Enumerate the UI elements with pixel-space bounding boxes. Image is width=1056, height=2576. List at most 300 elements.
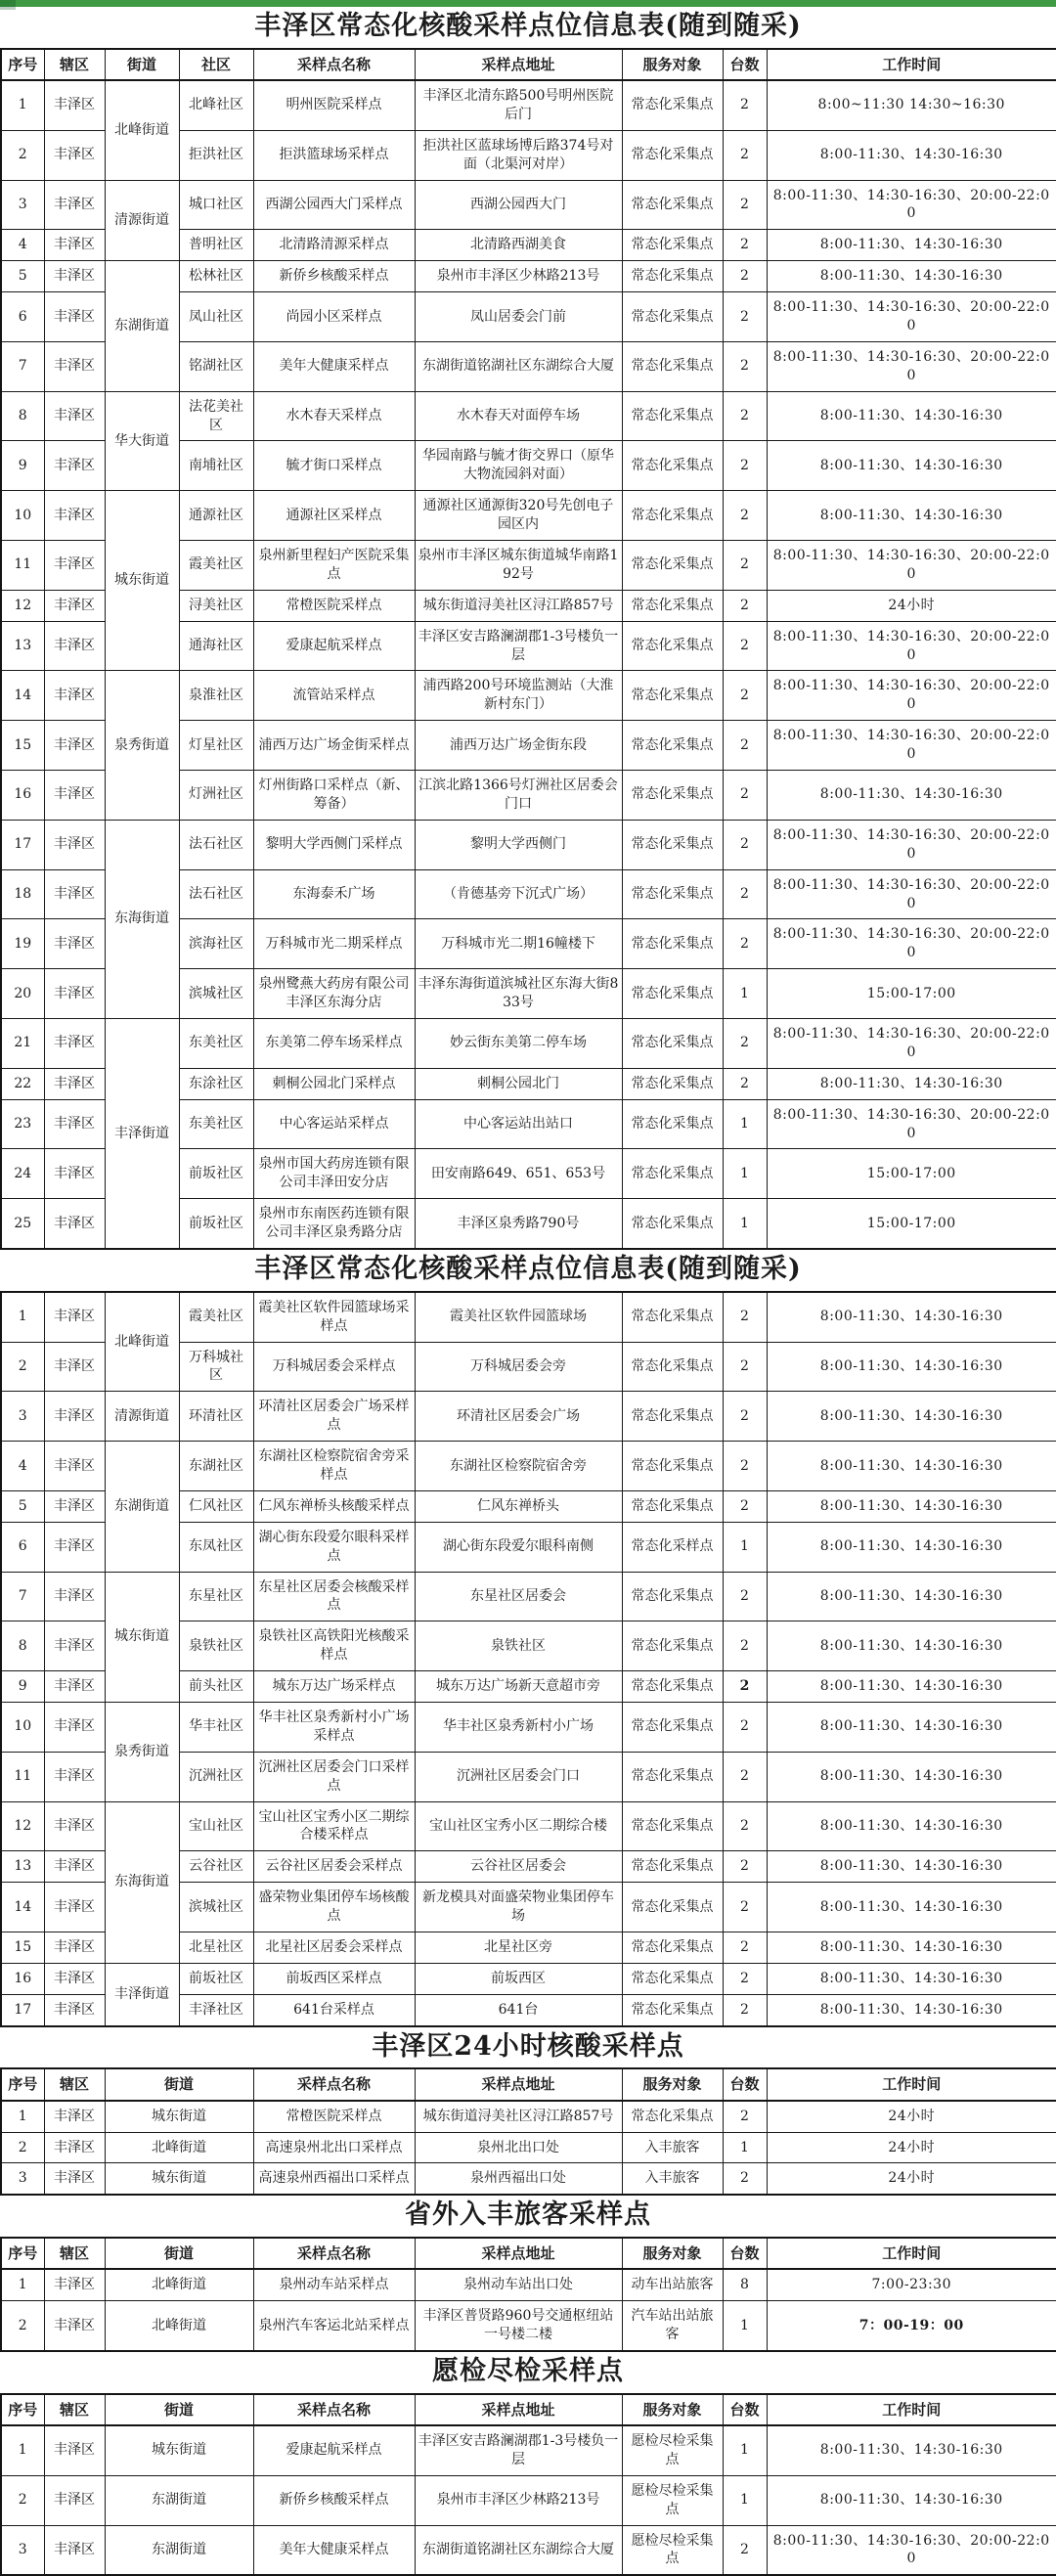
cell-hours: 8:00-11:30、14:30-16:30 <box>767 1994 1056 2025</box>
cell-district: 丰泽区 <box>44 771 105 821</box>
cell-hours: 8:00-11:30、14:30-16:30 <box>767 491 1056 541</box>
cell-hours: 8:00-11:30、14:30-16:30、20:00-22:00 <box>767 2525 1056 2575</box>
cell-district: 丰泽区 <box>44 230 105 261</box>
column-header-no: 序号 <box>1 49 44 80</box>
cell-no: 6 <box>1 292 44 342</box>
cell-district: 丰泽区 <box>44 919 105 969</box>
column-header-name: 采样点名称 <box>253 2394 415 2425</box>
cell-service: 入丰旅客 <box>622 2163 723 2195</box>
cell-no: 8 <box>1 391 44 441</box>
cell-units: 2 <box>723 1883 767 1932</box>
column-header-hours: 工作时间 <box>767 2238 1056 2269</box>
cell-community: 北星社区 <box>179 1932 253 1963</box>
cell-no: 3 <box>1 2163 44 2195</box>
cell-name: 霞美社区软件园篮球场采样点 <box>253 1292 415 1342</box>
column-header-address: 采样点地址 <box>415 2068 622 2100</box>
column-header-district: 辖区 <box>44 2238 105 2269</box>
column-header-units: 台数 <box>723 2238 767 2269</box>
cell-no: 1 <box>1 2101 44 2132</box>
cell-hours: 8:00-11:30、14:30-16:30 <box>767 1963 1056 1994</box>
cell-district: 丰泽区 <box>44 621 105 671</box>
cell-name: 湖心街东段爱尔眼科采样点 <box>253 1522 415 1572</box>
cell-street: 东湖街道 <box>105 2475 253 2525</box>
cell-address: 刺桐公园北门 <box>415 1068 622 1099</box>
cell-name: 泉州新里程妇产医院采集点 <box>253 541 415 591</box>
cell-name: 常橙医院采样点 <box>253 2101 415 2132</box>
cell-name: 美年大健康采样点 <box>253 341 415 391</box>
cell-district: 丰泽区 <box>44 80 105 130</box>
cell-address: 泉州北出口处 <box>415 2132 622 2163</box>
cell-service: 常态化采集点 <box>622 341 723 391</box>
cell-name: 泉州鹭燕大药房有限公司丰泽区东海分店 <box>253 969 415 1019</box>
table-row <box>1 261 1056 292</box>
cell-district: 丰泽区 <box>44 180 105 230</box>
cell-hours: 8:00-11:30、14:30-16:30 <box>767 1392 1056 1442</box>
cell-name: 明州医院采样点 <box>253 80 415 130</box>
cell-community: 东涂社区 <box>179 1068 253 1099</box>
cell-address: 湖心街东段爱尔眼科南侧 <box>415 1522 622 1572</box>
cell-units: 2 <box>723 130 767 180</box>
cell-service: 常态化采集点 <box>622 1671 723 1703</box>
cell-street: 东海街道 <box>105 1801 179 1963</box>
cell-district: 丰泽区 <box>44 2163 105 2195</box>
cell-no: 2 <box>1 1342 44 1392</box>
section-title: 愿检尽检采样点 <box>432 2356 624 2386</box>
cell-address: 东湖街道铭湖社区东湖综合大厦 <box>415 2525 622 2575</box>
cell-address: 浦西万达广场金街东段 <box>415 721 622 771</box>
cell-address: 环清社区居委会广场 <box>415 1392 622 1442</box>
table-row <box>1 2269 1056 2300</box>
cell-address: 水木春天对面停车场 <box>415 391 622 441</box>
cell-address: 仁风东禅桥头 <box>415 1490 622 1522</box>
cell-address: 东湖街道铭湖社区东湖综合大厦 <box>415 341 622 391</box>
cell-units: 1 <box>723 1199 767 1249</box>
column-header-district: 辖区 <box>44 49 105 80</box>
cell-community: 拒洪社区 <box>179 130 253 180</box>
cell-hours: 8:00-11:30、14:30-16:30 <box>767 130 1056 180</box>
table-row <box>1 1963 1056 1994</box>
cell-hours: 24小时 <box>767 2101 1056 2132</box>
cell-district: 丰泽区 <box>44 1068 105 1099</box>
cell-community: 城口社区 <box>179 180 253 230</box>
cell-units: 2 <box>723 1392 767 1442</box>
cell-service: 愿检尽检采集点 <box>622 2425 723 2475</box>
cell-service: 常态化采集点 <box>622 292 723 342</box>
cell-street: 城东街道 <box>105 491 179 671</box>
cell-no: 10 <box>1 1702 44 1752</box>
cell-hours: 8:00-11:30、14:30-16:30 <box>767 1702 1056 1752</box>
cell-units: 2 <box>723 590 767 621</box>
cell-units: 2 <box>723 292 767 342</box>
sampling-table <box>0 2237 1056 2352</box>
cell-community: 云谷社区 <box>179 1851 253 1883</box>
cell-address: 霞美社区软件园篮球场 <box>415 1292 622 1342</box>
cell-no: 24 <box>1 1149 44 1199</box>
section-changtaihua-2 <box>0 1250 1056 2027</box>
cell-name: 通源社区采样点 <box>253 491 415 541</box>
cell-no: 5 <box>1 1490 44 1522</box>
column-header-hours: 工作时间 <box>767 2068 1056 2100</box>
cell-no: 23 <box>1 1099 44 1149</box>
cell-address: 丰泽区安吉路澜湖郡1-3号楼负一层 <box>415 621 622 671</box>
cell-name: 华丰社区泉秀新村小广场采样点 <box>253 1702 415 1752</box>
table-row <box>1 491 1056 541</box>
cell-service: 常态化采集点 <box>622 1994 723 2025</box>
cell-units: 2 <box>723 820 767 869</box>
cell-name: 拒洪篮球场采样点 <box>253 130 415 180</box>
cell-street: 北峰街道 <box>105 80 179 180</box>
cell-street: 北峰街道 <box>105 1292 179 1392</box>
cell-street: 泉秀街道 <box>105 1702 179 1801</box>
column-header-service: 服务对象 <box>622 2068 723 2100</box>
cell-street: 泉秀街道 <box>105 671 179 820</box>
cell-name: 爱康起航采样点 <box>253 2425 415 2475</box>
cell-hours: 8:00-11:30、14:30-16:30 <box>767 2425 1056 2475</box>
table-row <box>1 1442 1056 1491</box>
cell-hours: 8:00-11:30、14:30-16:30 <box>767 261 1056 292</box>
cell-name: 641台采样点 <box>253 1994 415 2025</box>
cell-no: 4 <box>1 1442 44 1491</box>
cell-district: 丰泽区 <box>44 2269 105 2300</box>
cell-district: 丰泽区 <box>44 391 105 441</box>
cell-service: 常态化采集点 <box>622 1018 723 1068</box>
table-row <box>1 80 1056 130</box>
cell-district: 丰泽区 <box>44 1342 105 1392</box>
cell-community: 北峰社区 <box>179 80 253 130</box>
cell-district: 丰泽区 <box>44 1801 105 1851</box>
cell-name: 泉州动车站采样点 <box>253 2269 415 2300</box>
cell-service: 常态化采集点 <box>622 1851 723 1883</box>
cell-community: 泉铁社区 <box>179 1621 253 1671</box>
cell-street: 清源街道 <box>105 180 179 261</box>
cell-service: 常态化采集点 <box>622 1801 723 1851</box>
cell-district: 丰泽区 <box>44 2301 105 2351</box>
cell-no: 15 <box>1 1932 44 1963</box>
cell-community: 环清社区 <box>179 1392 253 1442</box>
cell-district: 丰泽区 <box>44 1702 105 1752</box>
cell-name: 万科城居委会采样点 <box>253 1342 415 1392</box>
column-header-street: 街道 <box>105 49 179 80</box>
cell-service: 常态化采集点 <box>622 1621 723 1671</box>
cell-district: 丰泽区 <box>44 541 105 591</box>
column-header-street: 街道 <box>105 2238 253 2269</box>
cell-hours: 8:00-11:30、14:30-16:30 <box>767 1342 1056 1392</box>
cell-name: 黎明大学西侧门采样点 <box>253 820 415 869</box>
cell-hours: 24小时 <box>767 590 1056 621</box>
cell-no: 19 <box>1 919 44 969</box>
cell-community: 南埔社区 <box>179 441 253 491</box>
cell-community: 泉淮社区 <box>179 671 253 721</box>
cell-units: 2 <box>723 1994 767 2025</box>
cell-no: 22 <box>1 1068 44 1099</box>
cell-units: 2 <box>723 541 767 591</box>
cell-name: 北星社区居委会采样点 <box>253 1932 415 1963</box>
cell-address: 丰泽东海街道滨城社区东海大街833号 <box>415 969 622 1019</box>
cell-no: 25 <box>1 1199 44 1249</box>
cell-address: 城东街道浔美社区浔江路857号 <box>415 2101 622 2132</box>
cell-service: 常态化采集点 <box>622 820 723 869</box>
cell-no: 21 <box>1 1018 44 1068</box>
cell-units: 2 <box>723 919 767 969</box>
column-header-address: 采样点地址 <box>415 2238 622 2269</box>
cell-name: 常橙医院采样点 <box>253 590 415 621</box>
cell-address: 东湖社区检察院宿舍旁 <box>415 1442 622 1491</box>
cell-street: 北峰街道 <box>105 2301 253 2351</box>
cell-service: 常态化采集点 <box>622 1442 723 1491</box>
cell-address: 城东万达广场新天意超市旁 <box>415 1671 622 1703</box>
cell-hours: 8:00-11:30、14:30-16:30、20:00-22:00 <box>767 1099 1056 1149</box>
cell-no: 9 <box>1 1671 44 1703</box>
cell-hours: 8:00-11:30、14:30-16:30、20:00-22:00 <box>767 869 1056 919</box>
cell-hours: 8:00-11:30、14:30-16:30、20:00-22:00 <box>767 820 1056 869</box>
cell-units: 8 <box>723 2269 767 2300</box>
column-header-no: 序号 <box>1 2394 44 2425</box>
cell-units: 2 <box>723 1572 767 1621</box>
cell-hours: 8:00-11:30、14:30-16:30 <box>767 1490 1056 1522</box>
cell-units: 2 <box>723 261 767 292</box>
table-row <box>1 180 1056 230</box>
cell-district: 丰泽区 <box>44 341 105 391</box>
cell-no: 17 <box>1 820 44 869</box>
cell-community: 宝山社区 <box>179 1801 253 1851</box>
cell-service: 常态化采集点 <box>622 1490 723 1522</box>
cell-hours: 15:00-17:00 <box>767 1199 1056 1249</box>
cell-hours: 15:00-17:00 <box>767 1149 1056 1199</box>
cell-community: 前头社区 <box>179 1671 253 1703</box>
cell-units: 1 <box>723 1099 767 1149</box>
cell-address: 丰泽区泉秀路790号 <box>415 1199 622 1249</box>
cell-no: 18 <box>1 869 44 919</box>
cell-service: 常态化采集点 <box>622 919 723 969</box>
cell-units: 2 <box>723 441 767 491</box>
cell-service: 常态化采集点 <box>622 1068 723 1099</box>
cell-hours: 8:00-11:30、14:30-16:30、20:00-22:00 <box>767 721 1056 771</box>
cell-district: 丰泽区 <box>44 491 105 541</box>
cell-no: 10 <box>1 491 44 541</box>
cell-district: 丰泽区 <box>44 1392 105 1442</box>
table-row <box>1 2475 1056 2525</box>
cell-name: 盛荣物业集团停车场核酸点 <box>253 1883 415 1932</box>
cell-address: 云谷社区居委会 <box>415 1851 622 1883</box>
cell-service: 常态化采集点 <box>622 590 723 621</box>
cell-community: 法石社区 <box>179 820 253 869</box>
cell-hours: 8:00-11:30、14:30-16:30、20:00-22:00 <box>767 621 1056 671</box>
cell-district: 丰泽区 <box>44 1752 105 1801</box>
column-header-no: 序号 <box>1 2068 44 2100</box>
column-header-service: 服务对象 <box>622 2394 723 2425</box>
cell-district: 丰泽区 <box>44 292 105 342</box>
cell-address: 宝山社区宝秀小区二期综合楼 <box>415 1801 622 1851</box>
cell-name: 美年大健康采样点 <box>253 2525 415 2575</box>
cell-units: 1 <box>723 969 767 1019</box>
cell-units: 2 <box>723 341 767 391</box>
header-row <box>1 2238 1056 2269</box>
cell-district: 丰泽区 <box>44 590 105 621</box>
cell-name: 泉州汽车客运北站采样点 <box>253 2301 415 2351</box>
cell-hours: 8:00-11:30、14:30-16:30 <box>767 1068 1056 1099</box>
cell-district: 丰泽区 <box>44 1883 105 1932</box>
cell-address: 华园南路与毓才街交界口（原华大物流园斜对面） <box>415 441 622 491</box>
cell-address: 黎明大学西侧门 <box>415 820 622 869</box>
cell-street: 丰泽街道 <box>105 1018 179 1249</box>
cell-service: 汽车站出站旅客 <box>622 2301 723 2351</box>
cell-no: 1 <box>1 80 44 130</box>
cell-community: 前坂社区 <box>179 1199 253 1249</box>
cell-community: 铭湖社区 <box>179 341 253 391</box>
cell-hours: 8:00-11:30、14:30-16:30 <box>767 1292 1056 1342</box>
cell-service: 常态化采集点 <box>622 721 723 771</box>
cell-hours: 8:00-11:30、14:30-16:30 <box>767 1932 1056 1963</box>
cell-name: 宝山社区宝秀小区二期综合楼采样点 <box>253 1801 415 1851</box>
cell-address: 凤山居委会门前 <box>415 292 622 342</box>
cell-no: 2 <box>1 2301 44 2351</box>
cell-name: 沉洲社区居委会门口采样点 <box>253 1752 415 1801</box>
cell-district: 丰泽区 <box>44 1442 105 1491</box>
cell-address: 拒洪社区蓝球场博后路374号对面（北渠河对岸） <box>415 130 622 180</box>
cell-service: 常态化采集点 <box>622 771 723 821</box>
column-header-name: 采样点名称 <box>253 2068 415 2100</box>
cell-district: 丰泽区 <box>44 261 105 292</box>
cell-address: 通源社区通源街320号先创电子园区内 <box>415 491 622 541</box>
table-row <box>1 391 1056 441</box>
cell-no: 15 <box>1 721 44 771</box>
cell-units: 2 <box>723 1442 767 1491</box>
cell-no: 8 <box>1 1621 44 1671</box>
cell-district: 丰泽区 <box>44 2101 105 2132</box>
cell-hours: 8:00-11:30、14:30-16:30、20:00-22:00 <box>767 292 1056 342</box>
cell-units: 2 <box>723 2163 767 2195</box>
cell-district: 丰泽区 <box>44 2425 105 2475</box>
column-header-street: 街道 <box>105 2394 253 2425</box>
cell-hours: 7：00-19：00 <box>767 2301 1056 2351</box>
sampling-table <box>0 2393 1056 2576</box>
cell-district: 丰泽区 <box>44 969 105 1019</box>
cell-hours: 8:00-11:30、14:30-16:30 <box>767 771 1056 821</box>
cell-units: 2 <box>723 771 767 821</box>
cell-street: 北峰街道 <box>105 2269 253 2300</box>
cell-units: 2 <box>723 721 767 771</box>
section-title: 丰泽区常态化核酸采样点位信息表(随到随采) <box>254 1253 802 1284</box>
cell-community: 滨海社区 <box>179 919 253 969</box>
cell-hours: 8:00-11:30、14:30-16:30 <box>767 1671 1056 1703</box>
section-out-of-province <box>0 2196 1056 2352</box>
cell-name: 新侨乡核酸采样点 <box>253 261 415 292</box>
cell-no: 16 <box>1 771 44 821</box>
cell-no: 5 <box>1 261 44 292</box>
table-row <box>1 1702 1056 1752</box>
cell-name: 东星社区居委会核酸采样点 <box>253 1572 415 1621</box>
cell-name: 泉州市国大药房连锁有限公司丰泽田安分店 <box>253 1149 415 1199</box>
cell-address: 西湖公园西大门 <box>415 180 622 230</box>
cell-name: 毓才街口采样点 <box>253 441 415 491</box>
cell-address: 泉州动车站出口处 <box>415 2269 622 2300</box>
cell-no: 7 <box>1 341 44 391</box>
cell-units: 2 <box>723 671 767 721</box>
table-row <box>1 2132 1056 2163</box>
cell-units: 2 <box>723 2101 767 2132</box>
cell-district: 丰泽区 <box>44 130 105 180</box>
cell-no: 12 <box>1 1801 44 1851</box>
section-voluntary <box>0 2352 1056 2576</box>
cell-units: 2 <box>723 230 767 261</box>
cell-community: 普明社区 <box>179 230 253 261</box>
cell-hours: 8:00-11:30、14:30-16:30 <box>767 2475 1056 2525</box>
cell-no: 2 <box>1 130 44 180</box>
cell-no: 14 <box>1 1883 44 1932</box>
cell-units: 2 <box>723 1068 767 1099</box>
cell-no: 9 <box>1 441 44 491</box>
column-header-no: 序号 <box>1 2238 44 2269</box>
column-header-units: 台数 <box>723 2068 767 2100</box>
cell-address: 北清路西湖美食 <box>415 230 622 261</box>
cell-units: 1 <box>723 2475 767 2525</box>
cell-name: 高速泉州北出口采样点 <box>253 2132 415 2163</box>
cell-community: 东星社区 <box>179 1572 253 1621</box>
cell-hours: 8:00-11:30、14:30-16:30 <box>767 230 1056 261</box>
cell-address: 沉洲社区居委会门口 <box>415 1752 622 1801</box>
cell-service: 常态化采集点 <box>622 1292 723 1342</box>
cell-name: 尚园小区采样点 <box>253 292 415 342</box>
cell-name: 泉州市东南医药连锁有限公司丰泽区泉秀路分店 <box>253 1199 415 1249</box>
cell-no: 20 <box>1 969 44 1019</box>
cell-units: 1 <box>723 2301 767 2351</box>
cell-hours: 8:00-11:30、14:30-16:30 <box>767 1883 1056 1932</box>
cell-address: 华丰社区泉秀新村小广场 <box>415 1702 622 1752</box>
cell-name: 灯州街路口采样点（新、筹备） <box>253 771 415 821</box>
column-header-district: 辖区 <box>44 2068 105 2100</box>
cell-no: 11 <box>1 1752 44 1801</box>
cell-community: 前坂社区 <box>179 1149 253 1199</box>
cell-hours: 8:00-11:30、14:30-16:30、20:00-22:00 <box>767 341 1056 391</box>
cell-service: 常态化采集点 <box>622 671 723 721</box>
cell-units: 2 <box>723 391 767 441</box>
cell-community: 万科城社区 <box>179 1342 253 1392</box>
cell-district: 丰泽区 <box>44 1851 105 1883</box>
header-row <box>1 49 1056 80</box>
column-header-units: 台数 <box>723 49 767 80</box>
column-header-hours: 工作时间 <box>767 2394 1056 2425</box>
cell-address: 城东街道浔美社区浔江路857号 <box>415 590 622 621</box>
cell-hours: 8:00-11:30、14:30-16:30、20:00-22:00 <box>767 1018 1056 1068</box>
cell-service: 常态化采集点 <box>622 541 723 591</box>
section-title: 丰泽区24小时核酸采样点 <box>372 2030 684 2062</box>
cell-hours: 8:00-11:30、14:30-16:30 <box>767 1522 1056 1572</box>
section-changtaihua-1 <box>0 7 1056 1250</box>
cell-name: 中心客运站采样点 <box>253 1099 415 1149</box>
cell-street: 东湖街道 <box>105 261 179 391</box>
cell-name: 东美第二停车场采样点 <box>253 1018 415 1068</box>
cell-service: 动车出站旅客 <box>622 2269 723 2300</box>
table-row <box>1 1292 1056 1342</box>
section-title: 省外入丰旅客采样点 <box>405 2199 651 2231</box>
cell-hours: 7:00-23:30 <box>767 2269 1056 2300</box>
cell-address: 新龙模具对面盛荣物业集团停车场 <box>415 1883 622 1932</box>
cell-units: 2 <box>723 180 767 230</box>
cell-community: 华丰社区 <box>179 1702 253 1752</box>
cell-service: 常态化采集点 <box>622 2101 723 2132</box>
cell-hours: 8:00-11:30、14:30-16:30、20:00-22:00 <box>767 180 1056 230</box>
column-header-address: 采样点地址 <box>415 49 622 80</box>
cell-community: 东凤社区 <box>179 1522 253 1572</box>
sampling-table <box>0 1291 1056 2027</box>
cell-name: 万科城市光二期采样点 <box>253 919 415 969</box>
cell-name: 流管站采样点 <box>253 671 415 721</box>
cell-no: 3 <box>1 1392 44 1442</box>
cell-street: 城东街道 <box>105 2101 253 2132</box>
column-header-name: 采样点名称 <box>253 49 415 80</box>
cell-hours: 8:00-11:30、14:30-16:30 <box>767 391 1056 441</box>
cell-community: 灯洲社区 <box>179 771 253 821</box>
